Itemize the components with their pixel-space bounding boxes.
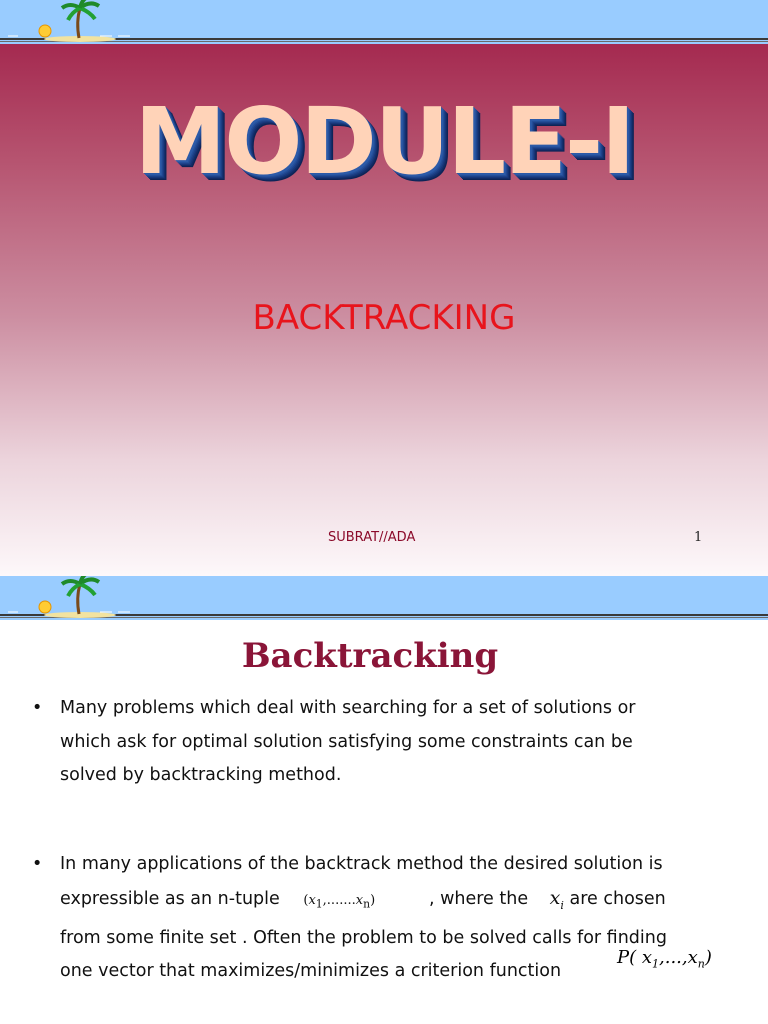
bullet-line: In many applications of the backtrack method the desired solution is [60,854,663,874]
palm-tree-icon [62,576,99,614]
top-banner [0,576,768,620]
bullet-text: are chosen [569,888,666,909]
bullet-line: which ask for optimal solution satisfying some constraints can be [60,731,633,752]
slide-title: MODULE-I [134,88,634,195]
slide-subtitle: BACKTRACKING [252,298,516,338]
sun-icon [39,25,51,37]
bullet-line: one vector that maximizes/minimizes a criterion function [60,961,562,982]
island-icon [0,0,140,44]
criterion-function-formula: P( $x_1,...,x_n$) [617,947,712,971]
bullet-dot-icon: • [32,854,43,874]
sun-icon [39,601,51,613]
footer-author: SUBRAT//ADA [328,530,416,545]
bullet-text: , where the [428,888,529,909]
bullet-dot-icon: • [32,698,43,718]
tuple-formula: $(x_1,.......x_n)$ [303,892,376,911]
slide-2 [0,576,768,1024]
bullet-line: solved by backtracking method. [60,765,342,785]
palm-tree-icon [62,0,99,38]
xi-symbol: $x_i$ [549,886,564,912]
island-icon [0,576,140,620]
bullet-text: expressible as an n-tuple [60,888,280,909]
bullet-line: Many problems which deal with searching for a set of solutions or [60,698,636,718]
slide-heading: Backtracking [241,636,499,676]
page-number: 1 [694,530,703,545]
bullet-line: from some finite set . Often the problem to be solved calls for finding [60,927,667,948]
top-banner [0,0,768,44]
bullet-line [60,882,750,922]
